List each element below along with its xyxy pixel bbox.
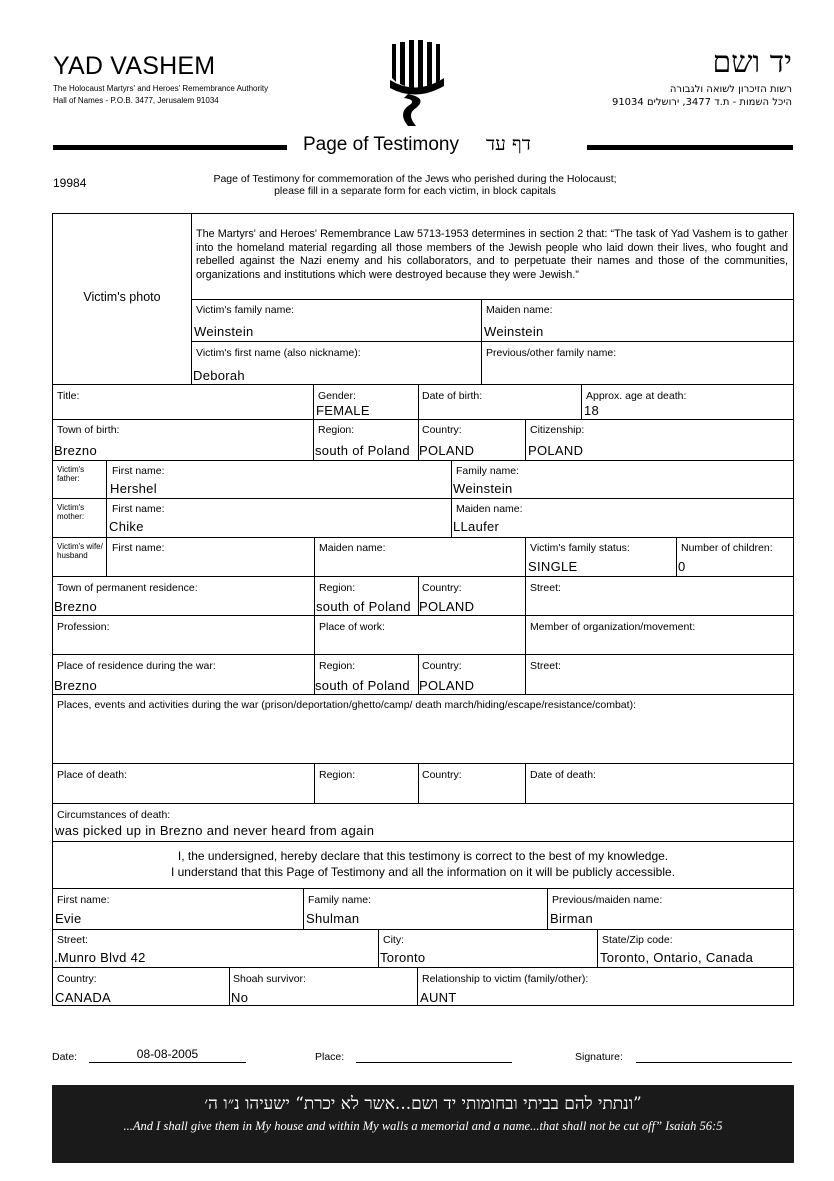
submitter-first-field[interactable]: Evie <box>55 911 82 926</box>
declaration-line-2: I understand that this Page of Testimony and all the information on it will be publicly accessible. <box>170 865 676 879</box>
children-label: Number of children: <box>681 542 773 554</box>
place-of-death-label: Place of death: <box>57 769 128 781</box>
residence-country-field[interactable]: POLAND <box>419 599 475 614</box>
banner-hebrew-quote: ”ונתתי להם בביתי ובחומותי יד ושם...אשר לא יכרת“ ישעיהו נ״ו ה׳ <box>204 1094 642 1114</box>
submitter-street-label: Street: <box>57 934 88 946</box>
submitter-city-field[interactable]: Toronto <box>380 950 426 965</box>
profession-label: Profession: <box>57 621 110 633</box>
residence-town-field[interactable]: Brezno <box>54 599 97 614</box>
residence-country-label: Country: <box>422 582 462 594</box>
survivor-label: Shoah survivor: <box>233 973 306 985</box>
death-region-label: Region: <box>319 769 356 781</box>
submitter-city-label: City: <box>383 934 404 946</box>
submitter-state-field[interactable]: Toronto, Ontario, Canada <box>600 950 754 965</box>
family-status-label: Victim's family status: <box>530 542 630 554</box>
war-region-label: Region: <box>319 660 356 672</box>
signature-line[interactable] <box>636 1062 792 1063</box>
footer-banner <box>52 1085 794 1163</box>
victim-first-name-field[interactable]: Deborah <box>193 368 245 383</box>
citizenship-field[interactable]: POLAND <box>528 443 584 458</box>
children-field[interactable]: 0 <box>678 559 686 574</box>
war-region-field[interactable]: south of Poland <box>315 678 410 693</box>
residence-region-field[interactable]: south of Poland <box>316 599 411 614</box>
submitter-first-label: First name: <box>57 894 110 906</box>
father-family-label: Family name: <box>456 465 520 477</box>
mother-row-label: Victim's mother: <box>57 503 85 521</box>
town-birth-label: Town of birth: <box>57 424 120 436</box>
spouse-first-label: First name: <box>112 542 165 554</box>
father-row-label: Victim's father: <box>57 465 85 483</box>
menorah-flame-logo-icon <box>386 40 448 128</box>
date-line <box>89 1062 246 1063</box>
submitter-prev-field[interactable]: Birman <box>550 911 593 926</box>
father-first-field[interactable]: Hershel <box>110 481 157 496</box>
relationship-field[interactable]: AUNT <box>420 990 457 1005</box>
date-label: Date: <box>52 1051 78 1063</box>
place-line <box>356 1062 512 1063</box>
death-country-label: Country: <box>422 769 462 781</box>
intro-line-1: Page of Testimony for commemoration of the Jews who perished during the Holocaust; <box>213 173 617 185</box>
residence-region-label: Region: <box>319 582 356 594</box>
victim-family-name-field[interactable]: Weinstein <box>194 324 254 339</box>
victim-family-name-label: Victim's family name: <box>196 304 295 316</box>
submitter-prev-label: Previous/maiden name: <box>552 894 663 906</box>
mother-first-field[interactable]: Chike <box>109 519 144 534</box>
submitter-family-label: Family name: <box>308 894 372 906</box>
war-street-label: Street: <box>530 660 561 672</box>
title-label: Title: <box>57 390 80 402</box>
submitter-family-field[interactable]: Shulman <box>306 911 360 926</box>
dob-label: Date of birth: <box>422 390 483 402</box>
victim-first-name-label: Victim's first name (also nickname): <box>196 347 361 359</box>
title-rule-left <box>53 145 287 150</box>
father-family-field[interactable]: Weinstein <box>453 481 513 496</box>
war-residence-town-field[interactable]: Brezno <box>54 678 97 693</box>
war-country-label: Country: <box>422 660 462 672</box>
submitter-street-field[interactable]: .Munro Blvd 42 <box>54 950 146 965</box>
residence-town-label: Town of permanent residence: <box>57 582 198 594</box>
record-number: 19984 <box>53 176 87 190</box>
age-label: Approx. age at death: <box>586 390 687 402</box>
country-birth-field[interactable]: POLAND <box>419 443 475 458</box>
gender-field[interactable]: FEMALE <box>316 403 370 418</box>
circumstances-label: Circumstances of death: <box>57 809 171 821</box>
family-status-field[interactable]: SINGLE <box>528 559 578 574</box>
spouse-row-label: Victim's wife/ husband <box>57 542 103 560</box>
war-residence-label: Place of residence during the war: <box>57 660 216 672</box>
war-country-field[interactable]: POLAND <box>419 678 475 693</box>
org-address: Hall of Names - P.O.B. 3477, Jerusalem 91034 <box>53 96 219 105</box>
victim-maiden-name-label: Maiden name: <box>486 304 553 316</box>
form-title: Page of Testimony <box>303 134 459 155</box>
place-of-work-label: Place of work: <box>319 621 385 633</box>
victim-photo-label: Victim's photo <box>83 290 161 304</box>
residence-street-label: Street: <box>530 582 561 594</box>
victim-prev-family-label: Previous/other family name: <box>486 347 617 359</box>
country-birth-label: Country: <box>422 424 462 436</box>
region-birth-label: Region: <box>318 424 355 436</box>
spouse-maiden-label: Maiden name: <box>319 542 386 554</box>
declaration-line-1: I, the undersigned, hereby declare that this testimony is correct to the best of my knowledge. <box>177 849 669 863</box>
citizenship-label: Citizenship: <box>530 424 585 436</box>
mother-first-label: First name: <box>112 503 165 515</box>
gender-label: Gender: <box>318 390 356 402</box>
mother-maiden-label: Maiden name: <box>456 503 523 515</box>
banner-english-quote: ...And I shall give them in My house and within My walls a memorial and a name...that shall not be cut off” Isaiah 56:5 <box>123 1119 723 1133</box>
victim-maiden-name-field[interactable]: Weinstein <box>484 324 544 339</box>
heb-address: היכל השמות - ת.ד 3477, ירושלים 91034 <box>611 97 792 108</box>
title-rule-right <box>587 145 793 150</box>
region-birth-field[interactable]: south of Poland <box>315 443 410 458</box>
place-label: Place: <box>315 1051 345 1063</box>
submitter-state-label: State/Zip code: <box>602 934 673 946</box>
date-of-death-label: Date of death: <box>530 769 596 781</box>
heb-subtitle: רשות הזיכרון לשואה ולגבורה <box>669 84 792 95</box>
mother-maiden-field[interactable]: LLaufer <box>453 519 500 534</box>
intro-line-2: please fill in a separate form for each victim, in block capitals <box>274 185 556 197</box>
org-name: YAD VASHEM <box>53 52 216 80</box>
survivor-field[interactable]: No <box>231 990 249 1005</box>
law-text: The Martyrs' and Heroes' Remembrance Law 5713-1953 determines in section 2 that: “The task of Yad Vashem is to gather into the homeland material regarding all those members of the Jewish people who laid down their lives, who fought and rebelled against the Nazi enemy and his collaborators, and to perpetuate their names and those of the communities, organizations and institutions which were destroyed because they were Jewish.” <box>196 228 788 281</box>
org-subtitle: The Holocaust Martyrs' and Heroes' Remembrance Authority <box>53 84 269 93</box>
circumstances-field[interactable]: was picked up in Brezno and never heard from again <box>55 823 375 838</box>
town-birth-field[interactable]: Brezno <box>54 443 97 458</box>
father-first-label: First name: <box>112 465 165 477</box>
heb-name: יד ושם <box>712 45 792 80</box>
form-title-heb: דף עד <box>486 133 531 155</box>
member-org-label: Member of organization/movement: <box>530 621 696 633</box>
submitter-country-field[interactable]: CANADA <box>55 990 111 1005</box>
submitter-country-label: Country: <box>57 973 97 985</box>
relationship-label: Relationship to victim (family/other): <box>422 973 589 985</box>
date-field[interactable]: 08-08-2005 <box>136 1047 199 1061</box>
events-label: Places, events and activities during the war (prison/deportation/ghetto/camp/ death march/hiding/escape/resistance/combat): <box>57 699 636 711</box>
signature-label: Signature: <box>575 1051 623 1063</box>
age-field[interactable]: 18 <box>584 403 600 418</box>
